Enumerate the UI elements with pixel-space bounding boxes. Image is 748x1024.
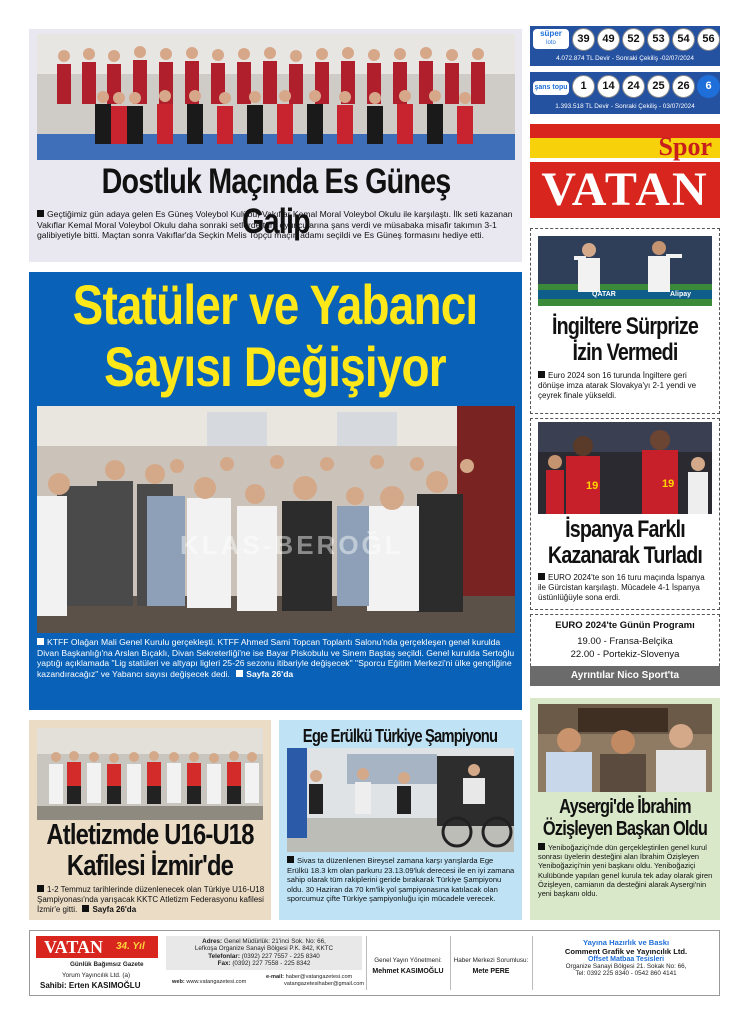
footer-divider-3 bbox=[532, 936, 533, 990]
side1-banner-left: QATAR bbox=[592, 291, 616, 298]
footer-news-label: Haber Merkezi Sorumlusu: bbox=[453, 957, 529, 964]
footer-slogan: Günlük Bağımsız Gazete bbox=[70, 961, 144, 968]
bottom2-headline: Ege Erülkü Türkiye Şampiyonu bbox=[302, 726, 498, 746]
bottom1-headline-line2: Kafilesi İzmir'de bbox=[66, 850, 234, 882]
footer-web-url[interactable]: www.vatangazetesi.com bbox=[186, 979, 247, 985]
masthead-spor: Spor bbox=[658, 132, 712, 161]
footer-address-1: Genel Müdürlük: 21'inci Sok. No: 66, bbox=[223, 938, 326, 945]
footer-address-2: Lefkoşa Organize Sanayi Bölgesi P.K. 842, KKTC bbox=[194, 945, 334, 953]
program-match-1: 19.00 - Fransa-Belçika bbox=[577, 636, 673, 647]
sanstopu-logo: şans topu bbox=[533, 81, 569, 95]
footer-email-1[interactable]: haber@vatangazetesi.com bbox=[285, 974, 353, 980]
footer-owner bbox=[40, 981, 140, 990]
sanstopu-numbers bbox=[570, 75, 720, 98]
side1-body-text: Euro 2024 son 16 turunda İngiltere geri dönüşe imza atarak Slovakya'yı 2-1 yendi ve çeyrek finale yükseldi. bbox=[538, 371, 697, 400]
main-body bbox=[37, 637, 515, 679]
masthead-vatan bbox=[530, 162, 720, 218]
masthead bbox=[530, 124, 720, 218]
footer-print-addr: Organize Sanayi Bölgesi 21. Sokak No: 66, bbox=[565, 963, 687, 970]
footer-news: Mete PERE bbox=[472, 968, 510, 975]
superloto-numbers bbox=[570, 28, 720, 51]
superloto-info: 4.072.874 TL Devir - Sonraki Çekiliş -02/07/2024 bbox=[556, 55, 694, 62]
footer-fax-label: Fax: bbox=[217, 960, 231, 968]
masthead-vatan-text: VATAN bbox=[541, 163, 709, 216]
footer-fax: (0392) 227 7558 - 225 8342 bbox=[232, 960, 311, 968]
superloto-number: 39 bbox=[572, 28, 595, 51]
footer-owner-label: Sahibi: bbox=[40, 981, 67, 990]
main-body-text: KTFF Olağan Mali Genel Kurulu gerçekleşti. KTFF Ahmed Sami Topcan Toplantı Salonu'nda gerçekleşen genel kurulda Divan Başkanlığı'na Arslan Bıçaklı, Divan Sekreterliği'ne ise Bayar Piskobulu ve Sinem Baştaş seçildi. Genel kurulda Sertoğlu yaptığı açıklamada "Lig statüleri ve altyapı ligleri 25-26 sezonu itibariyle değişecek" "Sporcu Eğitim Merkezi'ni ülke gençliğine kazandıracağız" ve Yabancı sayısı değişecek dedi. bbox=[37, 637, 515, 679]
bottom2-body-text: Sivas ta düzenlenen Bireysel zamana karşı yarışlarda Ege Erülkü 18.3 km olan parkuru 23.13.09'luk derecesi ile en iyi zamana sahip olarak tüm rakiplerini geride bırakarak Türkiye Şampiyonu oldu. 30 Haziran da 70 km'lik yol şampiyonasına katılacak olan sporcumuz çifte Türkiye şampiyonluğu için mücadele verecek. bbox=[287, 856, 515, 904]
footer-email-label: e-mail: bbox=[266, 974, 285, 980]
story1-body-text: Geçtiğimiz gün adaya gelen Es Güneş Voleybol Kulübü, Vakıflar Kemal Moral Voleybol Okulu ile karşılaştı. İlk seti kazanan Vakıflar Kemal Moral Voleybol Okulu daha sonraki setlerde tüm oyuncularına şans verdi ve müsabaka misafir takımın 3-1 galibiyetiyle bitti. Maçtan sonra Vakıflar'da Seçkin Melis Topçu maçın adamı seçildi ve Es Güneş formasını hediye etti. bbox=[37, 209, 513, 241]
side2-headline-line2: Kazanarak Turladı bbox=[547, 542, 703, 569]
superloto-number: 54 bbox=[672, 28, 695, 51]
bottom2-body bbox=[287, 856, 515, 904]
footer-owner-name: Erten KASIMOĞLU bbox=[68, 981, 141, 990]
superloto-logo bbox=[533, 29, 569, 49]
side2-shirt-number-1: 19 bbox=[586, 480, 599, 492]
bottom1-body-text: 1-2 Temmuz tarihlerinde düzenlenecek olan Türkiye U16-U18 Şampiyonası'nda yarışacak KKTC Atletizm Federasyonu kafilesi İzmir'e gitti. bbox=[37, 885, 265, 914]
footer-print-tel: Tel: 0392 225 8340 - 0542 860 4141 bbox=[575, 970, 677, 978]
footer-phone-label: Telefonlar: bbox=[208, 952, 240, 960]
story1-headline: Dostluk Maçında Es Güneş Galip bbox=[101, 162, 451, 241]
bottom1-photo bbox=[37, 728, 263, 820]
footer-print-block bbox=[534, 938, 718, 978]
sanstopu-number: 14 bbox=[597, 75, 620, 98]
superloto-logo-top: süper bbox=[540, 29, 562, 38]
footer-email-2[interactable]: vatangazetesihaber@gmail.com bbox=[284, 980, 364, 987]
sanstopu-bonus: 6 bbox=[697, 75, 720, 98]
footer-print-title: Yayına Hazırlık ve Baskı bbox=[582, 938, 670, 947]
main-watermark: KLAS-BEROĞL bbox=[180, 530, 404, 560]
side2-photo bbox=[538, 422, 712, 514]
superloto-number: 53 bbox=[647, 28, 670, 51]
side1-headline-line2: İzin Vermedi bbox=[572, 339, 678, 366]
footer-address-block bbox=[166, 936, 362, 970]
main-page-ref: Sayfa 26'da bbox=[246, 668, 294, 679]
footer-phones: (0392) 227 7557 - 225 8340 bbox=[241, 952, 320, 960]
side2-shirt-number-2: 19 bbox=[662, 478, 675, 490]
main-headline-line1: Statüler ve Yabancı bbox=[72, 273, 478, 336]
side2-headline-line1: İspanya Farklı bbox=[565, 516, 685, 543]
side1-headline-line1: İngiltere Sürprize bbox=[551, 313, 698, 340]
footer-divider-1 bbox=[366, 936, 367, 990]
footer-director-label: Genel Yayın Yönetmeni: bbox=[374, 957, 442, 964]
footer-logo-box bbox=[36, 936, 158, 958]
footer-email bbox=[266, 974, 364, 987]
program-title: EURO 2024'te Günün Programı bbox=[555, 620, 695, 631]
bottom3-body-text: Yeniboğaziçi'nde dün gerçekleştirilen genel kurul sonrası üyelerin desteğini alan İbrahim Özişleyen Yeniboğaziçi'nin yeni başkanı oldu. Yeniboğaziçi Kulübünde yapılan genel kurula tek aday olarak giren Özişleyen, camianın da desteğini alarak Aysergi'nin yeni başkanı oldu. bbox=[538, 843, 713, 899]
bottom1-body bbox=[37, 885, 265, 915]
story1-body bbox=[37, 209, 515, 241]
superloto-logo-bottom: loto bbox=[546, 40, 556, 46]
superloto-number: 49 bbox=[597, 28, 620, 51]
bottom1-page-ref: Sayfa 26'da bbox=[92, 905, 137, 914]
footer-print-company: Comment Grafik ve Yayıncılık Ltd. bbox=[564, 947, 688, 956]
program-footer: Ayrıntılar Nico Sport'ta bbox=[530, 666, 720, 686]
superloto-number: 52 bbox=[622, 28, 645, 51]
bottom3-headline-line1: Aysergi'de İbrahim bbox=[559, 796, 691, 818]
side2-body bbox=[538, 573, 712, 603]
main-headline-line2: Sayısı Değişiyor bbox=[104, 335, 446, 398]
bottom2-photo bbox=[287, 748, 514, 852]
sanstopu-number: 25 bbox=[647, 75, 670, 98]
sanstopu-info: 1.393.518 TL Devir - Sonraki Çekiliş - 03/07/2024 bbox=[555, 103, 695, 110]
footer-web bbox=[172, 979, 246, 986]
bottom3-headline-line2: Özişleyen Başkan Oldu bbox=[542, 818, 708, 840]
footer-divider-2 bbox=[450, 936, 451, 990]
footer-print-sub: Offset Matbaa Tesisleri bbox=[587, 956, 665, 963]
footer-web-label: web: bbox=[172, 979, 185, 985]
footer-anniversary: 34. Yıl bbox=[116, 941, 145, 952]
side1-body bbox=[538, 371, 712, 401]
bottom1-headline-line1: Atletizmde U16-U18 bbox=[46, 819, 254, 851]
sanstopu-number: 1 bbox=[572, 75, 595, 98]
superloto-number: 56 bbox=[697, 28, 720, 51]
bottom3-body bbox=[538, 843, 714, 898]
footer-director: Mehmet KASIMOĞLU bbox=[372, 968, 444, 975]
sanstopu-number: 26 bbox=[672, 75, 695, 98]
story1-team-photo bbox=[37, 34, 515, 160]
main-photo bbox=[37, 406, 515, 633]
footer-address-label: Adres: bbox=[202, 938, 223, 945]
footer-publisher: Yorum Yayıncılık Ltd. (a) bbox=[62, 972, 131, 979]
side1-banner-right: Alipay bbox=[670, 291, 692, 298]
side2-body-text: EURO 2024'te son 16 turu maçında İspanya ile Gürcistan karşılaştı. Mücadele 4-1 İspanya üstünlüğüyle sona erdi. bbox=[538, 573, 705, 602]
sanstopu-number: 24 bbox=[622, 75, 645, 98]
footer-logo: VATAN bbox=[44, 937, 104, 957]
program-match-2: 22.00 - Portekiz-Slovenya bbox=[570, 649, 680, 660]
bottom3-photo bbox=[538, 704, 712, 792]
